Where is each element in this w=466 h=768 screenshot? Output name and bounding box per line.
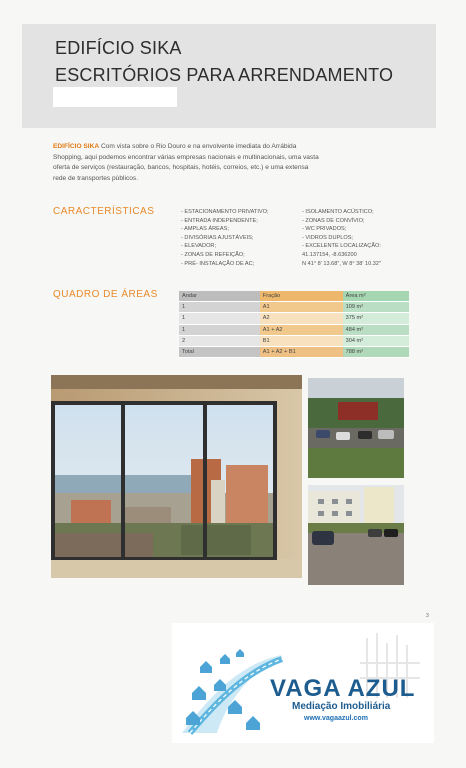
agency-name: VAGA AZUL — [270, 675, 416, 702]
location-coordinates: 41.137154, -8.636200 — [302, 251, 357, 258]
feature-item: - ENTRADA INDEPENDENTE; — [181, 217, 258, 224]
feature-item: - WC PRIVADOS; — [302, 226, 347, 233]
agency-logo-card — [172, 623, 434, 743]
table-cell: 375 m² — [343, 313, 409, 324]
column-header-area: Área m² — [343, 291, 409, 302]
feature-item: - ELEVADOR; — [181, 243, 217, 250]
feature-item: - ISOLAMENTO ACÚSTICO; — [302, 209, 374, 215]
table-cell: 484 m² — [343, 324, 409, 335]
features-list-left — [181, 208, 293, 268]
table-cell: B1 — [260, 335, 343, 346]
table-cell: 1 — [179, 302, 260, 313]
features-heading: CARACTERÍSTICAS — [53, 206, 155, 217]
table-cell: A1 + A2 — [260, 324, 343, 335]
table-row — [179, 335, 409, 346]
table-total-row — [179, 346, 409, 357]
column-header-floor: Andar — [179, 291, 260, 302]
features-list-right — [302, 208, 432, 268]
page-subtitle: ESCRITÓRIOS PARA ARRENDAMENTO — [55, 65, 394, 85]
table-header-row — [179, 291, 409, 302]
feature-item: - PRÉ- INSTALAÇÃO DE AC; — [181, 260, 255, 267]
location-dms: N 41° 8' 13.68", W 8° 38' 10.32" — [302, 260, 381, 267]
feature-item: - EXCELENTE LOCALIZAÇÃO: — [302, 243, 381, 250]
agency-website[interactable]: www.vagaazul.com — [304, 715, 368, 722]
feature-item: - VIDROS DUPLOS; — [302, 234, 353, 241]
table-row — [179, 313, 409, 324]
feature-item: - DIVISÓRIAS AJUSTÁVEIS; — [181, 234, 254, 241]
feature-item: - ZONAS DE CONVÍVIO; — [302, 217, 365, 224]
table-cell: 109 m² — [343, 302, 409, 313]
blank-label-box — [53, 87, 177, 107]
areas-heading: QUADRO DE ÁREAS — [53, 289, 158, 300]
table-cell: A2 — [260, 313, 343, 324]
table-cell: 1 — [179, 313, 260, 324]
table-cell: 2 — [179, 335, 260, 346]
total-units: A1 + A2 + B1 — [260, 346, 343, 357]
feature-item: - AMPLAS ÁREAS; — [181, 226, 229, 233]
street-photo — [308, 485, 404, 585]
feature-item: - ESTACIONAMENTO PRIVATIVO; — [181, 209, 269, 215]
table-row — [179, 302, 409, 313]
total-area: 788 m² — [343, 346, 409, 357]
agency-tagline: Mediação Imobiliária — [292, 701, 391, 712]
table-cell: 1 — [179, 324, 260, 335]
intro-paragraph — [53, 142, 323, 184]
page-number: 3 — [426, 613, 429, 619]
office-window-photo — [51, 375, 302, 578]
areas-table — [179, 291, 409, 358]
total-label: Total — [179, 346, 260, 357]
column-header-unit: Fração — [260, 291, 343, 302]
parking-lot-photo — [308, 378, 404, 478]
table-cell: 304 m² — [343, 335, 409, 346]
intro-text: Com vista sobre o Rio Douro e na envolvente imediata do Arrábida Shopping, aqui podemos encontrar várias empresas nacionais e multinacionais, uma vasta oferta de serviços (restauração, bancos, hospitais, hotéis, correios, etc.) e uma extensa rede de transportes públicos. — [53, 143, 319, 182]
feature-item: - ZONAS DE REFEIÇÃO; — [181, 251, 245, 258]
page-title: EDIFÍCIO SIKA — [55, 38, 182, 58]
intro-lead: EDIFÍCIO SIKA — [53, 143, 100, 150]
table-cell: A1 — [260, 302, 343, 313]
table-row — [179, 324, 409, 335]
